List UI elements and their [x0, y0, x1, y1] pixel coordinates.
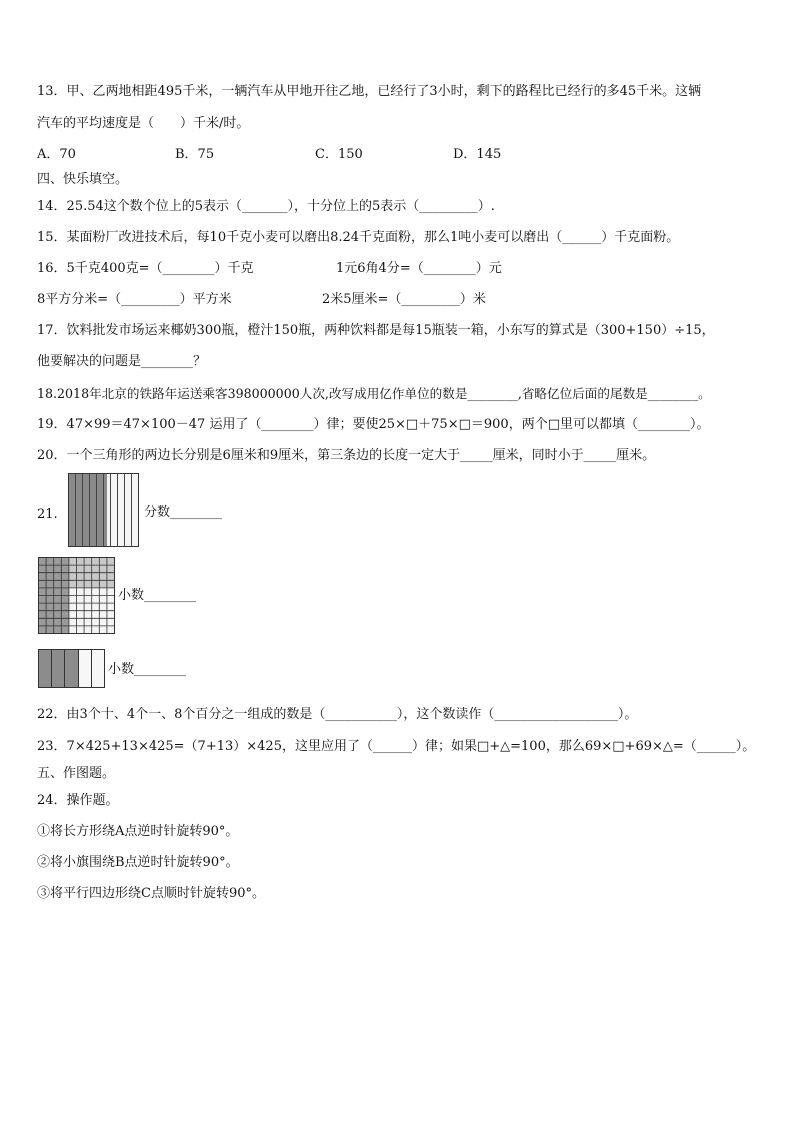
q18: 18.2018年北京的铁路年运送乘客398000000人次,改写成用亿作单位的数是________,省略亿位后面的尾数是________。 — [37, 386, 711, 401]
q13-option-a: A．70 — [37, 147, 76, 162]
q24-item-1: ①将长方形绕A点逆时针旋转90°。 — [37, 824, 239, 839]
q17-line2: 他要解决的问题是________？ — [37, 354, 207, 369]
q21-fraction-label: 分数________ — [144, 505, 223, 520]
q17-line1: 17．饮料批发市场运来椰奶300瓶，橙汁150瓶，两种饮料都是每15瓶装一箱，小东写的算式是（300+150）÷15， — [37, 323, 715, 338]
q13-option-d: D．145 — [453, 147, 502, 162]
q21-decimal-label-1: 小数________ — [118, 588, 197, 603]
q24-item-3: ③将平行四边形绕C点顺时针旋转90°。 — [37, 886, 265, 901]
q24-title: 24．操作题。 — [37, 793, 119, 808]
q16-c: 8平方分米=（_________）平方米 — [37, 292, 232, 307]
tenths-strip-figure — [38, 649, 106, 689]
q15: 15．某面粉厂改进技术后，每10千克小麦可以磨出8.24千克面粉，那么1吨小麦可以磨出（______）千克面粉。 — [37, 230, 680, 245]
q16-a: 16．5千克400克=（________）千克 — [37, 261, 254, 276]
q21-number: 21. — [37, 507, 58, 522]
q20: 20．一个三角形的两边长分别是6厘米和9厘米，第三条边的长度一定大于_____厘米，同时小于_____厘米。 — [37, 448, 656, 463]
q24-item-2: ②将小旗围绕B点逆时针旋转90°。 — [37, 855, 239, 870]
q13-line1: 13．甲、乙两地相距495千米，一辆汽车从甲地开往乙地，已经行了3小时，剩下的路程比已经行的多45千米。这辆 — [37, 84, 702, 99]
q16-b: 1元6角4分=（________）元 — [336, 261, 502, 276]
hundred-grid-figure — [38, 557, 116, 635]
q13-line2: 汽车的平均速度是（ ）千米/时。 — [37, 116, 250, 131]
section-4-heading: 四、快乐填空。 — [37, 172, 129, 187]
q23: 23．7×425+13×425=（7+13）×425，这里应用了（______）律；如果□+△=100，那么69×□+69×△=（______）。 — [37, 739, 756, 754]
q21-decimal-label-2: 小数________ — [108, 662, 187, 677]
q13-option-b: B．75 — [175, 147, 215, 162]
q19: 19．47×99＝47×100－47 运用了（________）律；要使25×□＋75×□＝900，两个□里可以都填（________）。 — [37, 417, 710, 432]
section-5-heading: 五、作图题。 — [37, 766, 116, 781]
q22: 22．由3个十、4个一、8个百分之一组成的数是（___________），这个数读作（___________________）。 — [37, 707, 638, 722]
fraction-strip-figure — [68, 473, 140, 548]
q16-d: 2米5厘米=（_________）米 — [322, 292, 486, 307]
q13-option-c: C．150 — [315, 147, 363, 162]
q14: 14．25.54这个数个位上的5表示（_______），十分位上的5表示（_________）. — [37, 199, 495, 214]
